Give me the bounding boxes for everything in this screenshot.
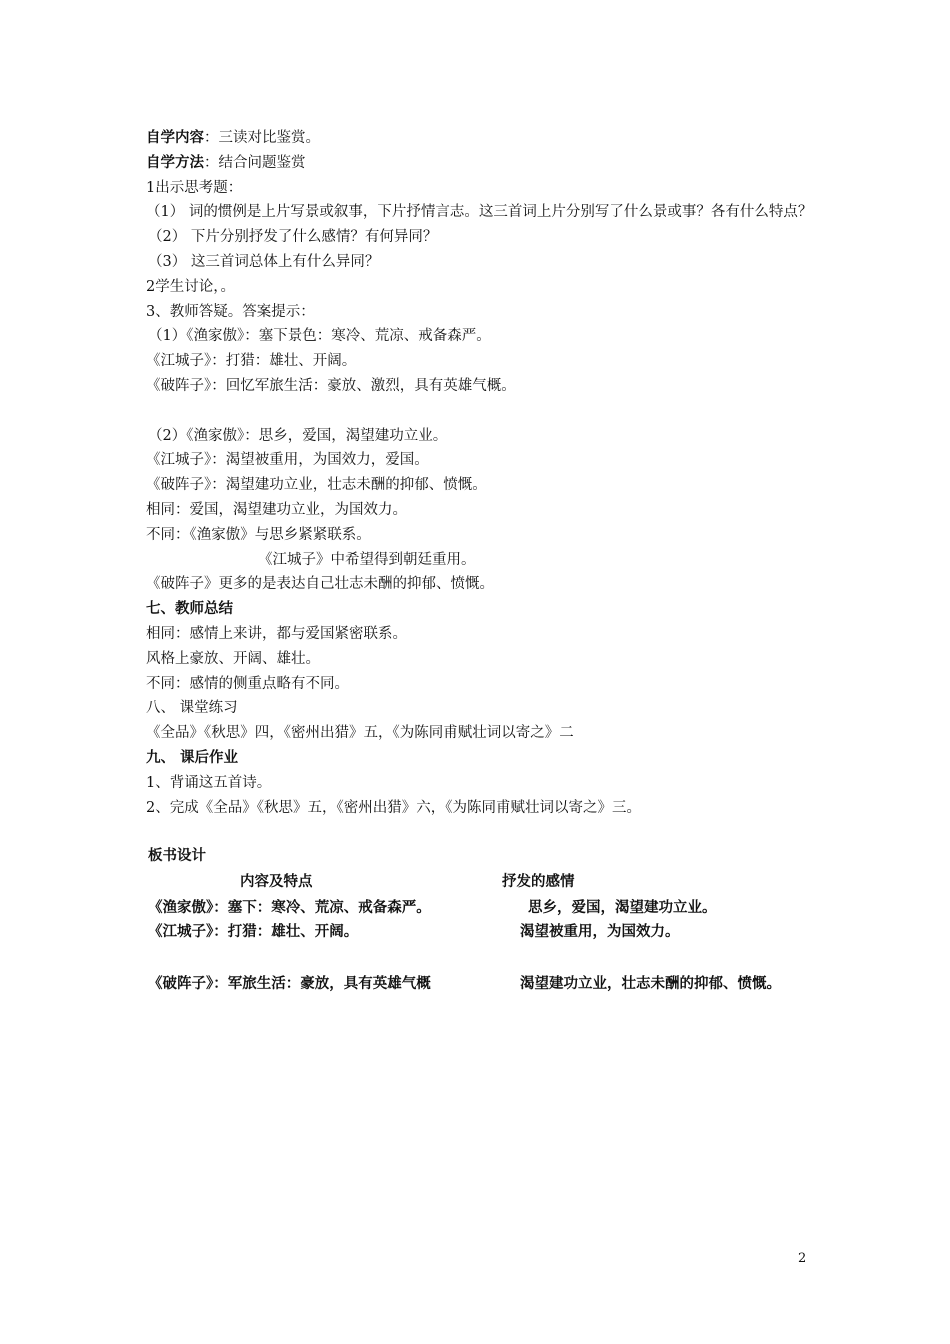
question-2: （2） 下片分别抒发了什么感情？有何异同？ [148,229,438,246]
board-row [148,896,828,918]
board-row [148,920,828,942]
section-heading: 九、 课后作业 [146,748,239,766]
page-number: 2 [798,1251,807,1266]
paragraph-line: 风格上豪放、开阔、雄壮。 [146,650,320,667]
board-cell-feeling: 思乡，爱国，渴望建功立业。 [528,900,717,916]
paragraph-line: 相同：感情上来讲，都与爱国紧密联系。 [146,625,407,642]
board-title: 板书设计 [148,848,206,864]
label: 自学内容 [146,129,204,146]
answer-line: 《江城子》：渴望被重用，为国效力，爱国。 [146,452,429,469]
board-cell-content: 《渔家傲》：塞下：寒冷、荒凉、戒备森严。 [148,900,431,916]
answer-line: （2）《渔家傲》：思乡，爱国，渴望建功立业。 [148,427,448,444]
answer-line: 《破阵子》更多的是表达自己壮志未酬的抑郁、愤慨。 [146,576,494,593]
answer-line: 《江城子》中希望得到朝廷重用。 [258,551,476,568]
paragraph-line: 1、背诵这五首诗。 [146,774,272,791]
self-study-content [146,126,826,151]
board-col1-header: 内容及特点 [240,874,313,890]
answer-line: 《破阵子》：回忆军旅生活：豪放、激烈，具有英雄气概。 [146,377,516,394]
paragraph-line: 2学生讨论，。 [146,278,235,295]
answer-line: 不同：《渔家傲》与思乡紧紧联系。 [146,526,371,543]
section-heading: 八、 课堂练习 [146,700,238,717]
board-cell-feeling: 渴望被重用，为国效力。 [520,924,680,940]
paragraph-line: 1出示思考题： [146,179,243,196]
paragraph-line: 2、完成《全品》《秋思》五，《密州出猎》六，《为陈同甫赋壮词以寄之》三。 [146,799,641,816]
section-heading: 七、教师总结 [146,600,233,618]
paragraph-line: 不同：感情的侧重点略有不同。 [146,675,349,692]
paragraph-line: 3、教师答疑。答案提示： [146,303,315,320]
answer-line: 《破阵子》：渴望建功立业，壮志未酬的抑郁、愤慨。 [146,477,487,494]
answer-line: （1）《渔家傲》：塞下景色：寒冷、荒凉、戒备森严。 [148,328,491,345]
self-study-method [146,151,826,176]
board-col2-header: 抒发的感情 [502,874,575,890]
text: ：结合问题鉴赏 [204,154,306,171]
lesson-content [146,126,826,820]
answer-line: 相同：爱国，渴望建功立业，为国效力。 [146,501,407,518]
board-cell-content: 《江城子》：打猎：雄壮、开阔。 [148,924,359,940]
answer-line: 《江城子》：打猎：雄壮、开阔。 [146,353,357,370]
spacer [146,399,826,424]
question-3: （3） 这三首词总体上有什么异同？ [148,253,380,270]
board-row [148,972,828,994]
label: 自学方法 [146,153,204,171]
board-cell-feeling: 渴望建功立业，壮志未酬的抑郁、愤慨。 [520,976,781,992]
paragraph-line: 《全品》《秋思》四，《密州出猎》五，《为陈同甫赋壮词以寄之》二 [146,725,574,742]
text: ：三读对比鉴赏。 [204,130,320,146]
question-1: （1） 词的惯例是上片写景或叙事，下片抒情言志。这三首词上片分别写了什么景或事？各有什么特点？ [146,204,813,221]
board-cell-content: 《破阵子》：军旅生活：豪放，具有英雄气概 [148,976,431,992]
